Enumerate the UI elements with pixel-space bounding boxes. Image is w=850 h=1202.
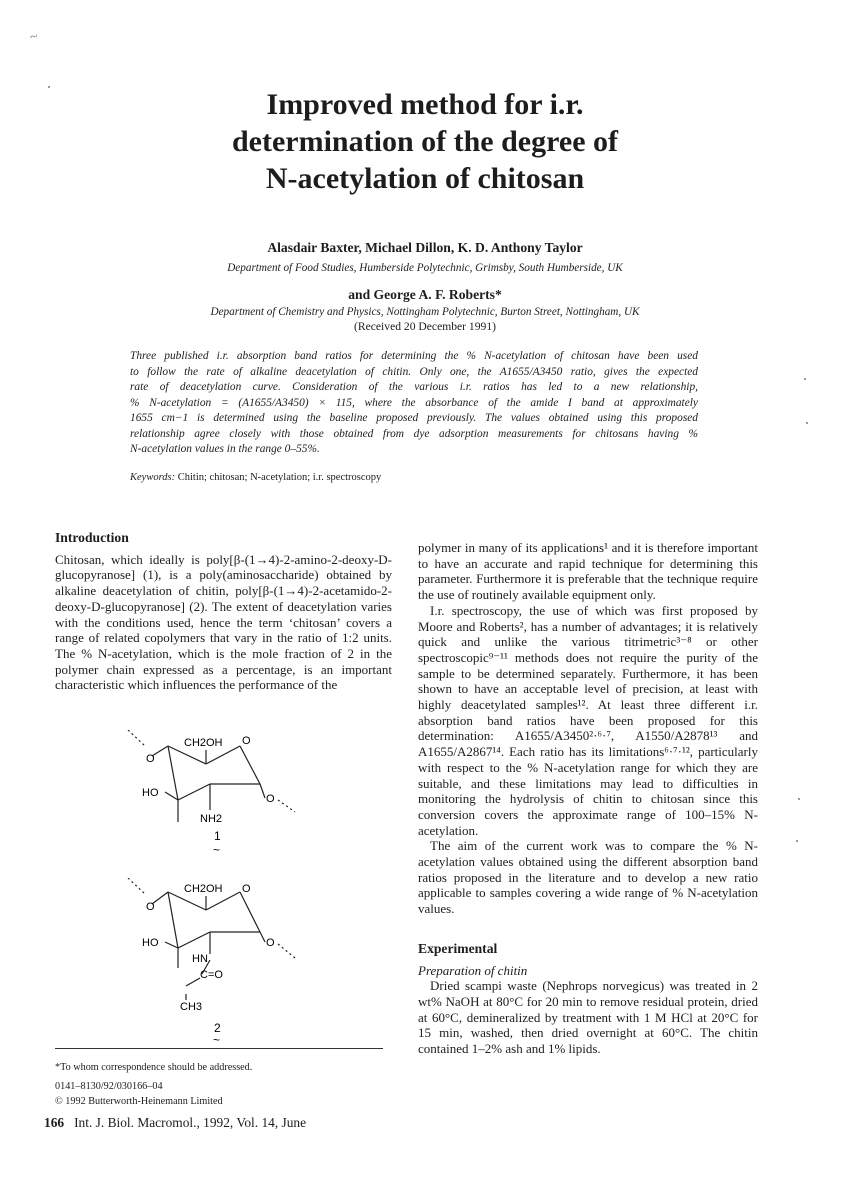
abstract-line: rate of deacetylation curve. Consideration of the various i.r. ratios has led to a new relationship, (130, 381, 698, 393)
page-number: 166 (44, 1115, 65, 1130)
scan-speck (798, 798, 800, 800)
title-line: Improved method for i.r. (266, 88, 584, 121)
abstract-line: to follow the rate of alkaline deacetylation of chitin. Only one, the A1655/A3450 ratio, gives the expected (130, 365, 698, 378)
hydroxyl-label: HO (142, 787, 159, 799)
scan-mark: ~ (28, 29, 39, 46)
amide-nh-label: HN (192, 953, 208, 965)
scan-speck (806, 422, 808, 424)
journal-citation: Int. J. Biol. Macromol., 1992, Vol. 14, June (74, 1115, 307, 1130)
page-footer (44, 1115, 306, 1131)
scan-speck (804, 378, 806, 380)
carbonyl-label: C=O (200, 969, 223, 981)
introduction-section (55, 530, 392, 693)
scan-speck (796, 840, 798, 842)
abstract-line: Three published i.r. absorption band ratios for determining the % N-acetylation of chitosan have been used (130, 350, 698, 362)
methyl-label: CH3 (180, 1001, 203, 1013)
intro-paragraph: Chitosan, which ideally is poly[β-(1→4)-2-amino-2-deoxy-D-glucopyranose] (1), is a poly(aminosaccharide) obtained by alkaline deacetylation of chitin, poly[β-(1→4)-2-acetamido-2-deoxy-D-glucopyranose] (2). The extent of deacetylation varies with the conditions used, hence the term ‘chitosan’ covers a range of related copolymers that vary in the ratio of 1:2 units. The % N-acetylation, which is the mole fraction of 2 in the polymer chain expressed as a percentage, is an important characteristic which influences the performance of the (55, 551, 392, 693)
abstract-line: % N-acetylation = (A1655/A3450) × 115, where the absorbance of the amide I band at approximately (130, 396, 698, 409)
keywords (130, 472, 381, 483)
ch2oh-label: CH2OH (184, 883, 223, 895)
glycosidic-oxygen-right: O (266, 793, 275, 805)
glycosidic-oxygen-right: O (266, 937, 275, 949)
structure-number: 2 (214, 1021, 221, 1035)
ring-oxygen-label: O (242, 883, 251, 895)
ring-oxygen-label: O (242, 735, 251, 747)
title-line: N-acetylation of chitosan (265, 162, 585, 195)
preparation-subheading: Preparation of chitin (418, 962, 528, 978)
title-line: determination of the degree of (231, 125, 618, 158)
glycosidic-oxygen-left: O (146, 753, 155, 765)
keywords-text: Chitin; chitosan; N-acetylation; i.r. spectroscopy (177, 472, 382, 483)
authors-line-1: Alasdair Baxter, Michael Dillon, K. D. Anthony Taylor (267, 240, 583, 255)
correspondence-footnote: *To whom correspondence should be addressed. (55, 1062, 253, 1073)
hydroxyl-label: HO (142, 937, 159, 949)
keywords-label: Keywords: (130, 472, 176, 483)
abstract (130, 349, 698, 458)
chitin-structure-diagram (120, 878, 320, 1058)
ch2oh-label: CH2OH (184, 737, 223, 749)
footnote-rule (55, 1048, 383, 1049)
intro-heading: Introduction (55, 530, 129, 545)
tilde-mark: ~ (213, 843, 221, 857)
received-date: (Received 20 December 1991) (354, 320, 496, 333)
tilde-mark: ~ (213, 1033, 221, 1047)
abstract-line: 1655 cm−1 is determined using the baseline proposed previously. The values obtained using this proposed (130, 412, 698, 424)
preparation-paragraph: Dried scampi waste (Nephrops norvegicus) was treated in 2 wt% NaOH at 80°C for 20 min to remove residual protein, dried at 60°C, demineralized by treatment with 1 M HCl at 20°C for 15 min, washed, then dried overnight at 60°C. The chitin contained 1–2% ash and 1% lipids. (418, 978, 758, 1057)
authors-line-2: and George A. F. Roberts* (348, 287, 502, 302)
experimental-heading: Experimental (418, 940, 498, 956)
copyright-line: © 1992 Butterworth-Heinemann Limited (55, 1096, 223, 1107)
affiliation-1: Department of Food Studies, Humberside Polytechnic, Grimsby, South Humberside, UK (227, 262, 623, 274)
article-code: 0141–8130/92/030166–04 (55, 1081, 163, 1092)
abstract-line: relationship agree closely with those obtained from dye adsorption measurements for chitosans having % (130, 427, 698, 440)
affiliation-2: Department of Chemistry and Physics, Nottingham Polytechnic, Burton Street, Nottingham, UK (210, 306, 640, 318)
amine-label: NH2 (200, 813, 223, 825)
body-paragraph: I.r. spectroscopy, the use of which was first proposed by Moore and Roberts², has a number of advantages; it is relatively quick and unlike the various titrimetric³⁻⁸ or other spectroscopic⁹⁻¹¹ methods does not require the purity of the sample to be determined separately. Furthermore, it has been shown to have an acceptable level of precision, at least with highly deacetylated samples¹². At least three different i.r. absorption band ratios have been proposed for this determination: A1655/A3450²·⁶·⁷, A1550/A2878¹³ and A1655/A2867¹⁴. Each ratio has its limitations⁶·⁷·¹², particularly with respect to the % N-acetylation range for which they are suitable, and these limitations may lead to difficulties in monitoring the hydrolysis of chitin to chitosan since this conversion covers the approximate range of 100–15% N-acetylation. (418, 602, 758, 838)
abstract-line: N-acetylation values in the range 0–55%. (130, 443, 320, 455)
glycosidic-oxygen-left: O (146, 901, 155, 913)
chitosan-structure-diagram (120, 730, 320, 865)
body-paragraph: The aim of the current work was to compare the % N-acetylation values obtained using the different absorption band ratios proposed in the literature and to develop a new ratio applicable to samples covering a wide range of % N-acetylation values. (418, 838, 758, 917)
paper-title (0, 86, 850, 197)
structure-number: 1 (214, 829, 221, 843)
body-paragraph: polymer in many of its applications¹ and it is therefore important to have an accurate and rapid technique for determining this parameter. Furthermore it is preferable that the technique require the use of routinely available equipment only. (418, 540, 758, 603)
right-column (418, 540, 758, 1057)
